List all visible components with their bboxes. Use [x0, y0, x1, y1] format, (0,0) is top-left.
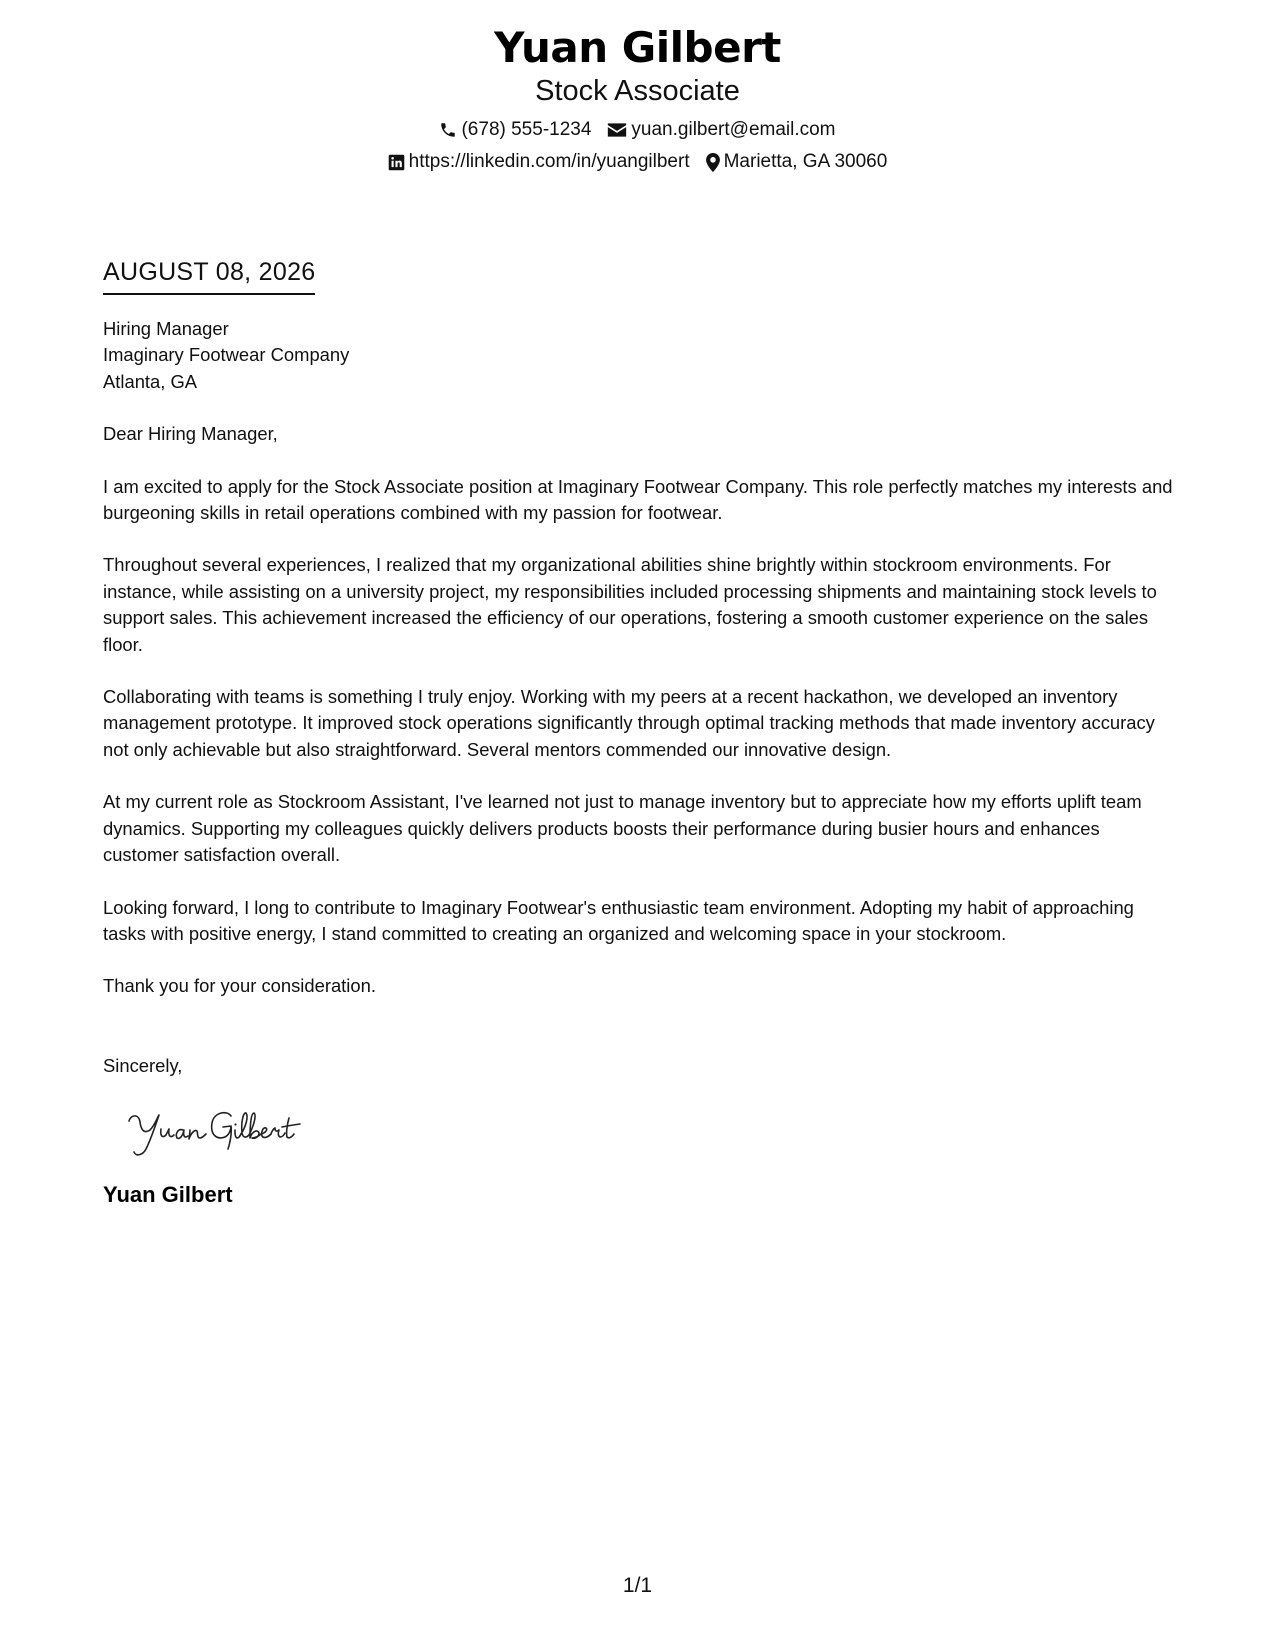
- location-text: Marietta, GA 30060: [723, 151, 888, 172]
- paragraph-collaboration: Collaborating with teams is something I truly enjoy. Working with my peers at a recent hackathon, we developed an inventory management prototype. It improved stock operations significantly through optimal tracking methods that made inventory accuracy not only achievable but also straightforward. Several mentors commended our innovative design.: [103, 686, 1155, 760]
- paragraph-looking-forward: Looking forward, I long to contribute to Imaginary Footwear's enthusiastic team environment. Adopting my habit of approaching tasks with positive energy, I stand committed to creating an organized and welcoming space in your stockroom.: [103, 896, 1134, 944]
- linkedin-url: https://linkedin.com/in/yuangilbert: [408, 151, 690, 172]
- signature-image: [125, 1103, 345, 1163]
- contact-email[interactable]: [607, 118, 835, 142]
- paragraph-experience: Throughout several experiences, I realized that my organizational abilities shine brightly within stockroom environments. For instance, while assisting on a university project, my responsibilities included processing shipments and maintaining stock levels to support sales. This achievement increased the efficiency of our operations, fostering a smooth customer experience on the sales floor.: [103, 554, 1157, 655]
- recipient-title: Hiring Manager: [103, 318, 229, 339]
- job-title: Stock Associate: [535, 75, 740, 107]
- paragraph-current-role: At my current role as Stockroom Assistant, I've learned not just to manage inventory but to appreciate how my efforts uplift team dynamics. Supporting my colleagues quickly delivers products boosts their performance during busier hours and enhances customer satisfaction overall.: [103, 791, 1142, 866]
- email-address: yuan.gilbert@email.com: [631, 119, 836, 140]
- salutation: Dear Hiring Manager,: [103, 423, 278, 445]
- page-number: 1/1: [622, 1574, 653, 1597]
- recipient-address: [103, 316, 1178, 395]
- envelope-icon: [607, 122, 627, 138]
- recipient-company: Imaginary Footwear Company: [103, 344, 350, 366]
- paragraph-thanks: Thank you for your consideration.: [103, 975, 376, 997]
- phone-number: (678) 555-1234: [461, 119, 592, 140]
- letter-date: AUGUST 08, 2026: [103, 255, 315, 295]
- map-pin-icon: [706, 153, 720, 172]
- paragraph-intro: I am excited to apply for the Stock Associate position at Imaginary Footwear Company. This role perfectly matches my interests and burgeoning skills in retail operations combined with my passion for footwear.: [103, 475, 1173, 524]
- applicant-name: Yuan Gilbert: [494, 23, 781, 72]
- letter-body: [103, 316, 1178, 1209]
- recipient-location: Atlanta, GA: [103, 370, 198, 392]
- signer-name: Yuan Gilbert: [103, 1182, 233, 1208]
- handwritten-signature: [125, 1103, 1178, 1163]
- contact-location: [706, 150, 888, 174]
- contact-row-primary: [0, 114, 1275, 146]
- closing: Sincerely,: [103, 1054, 183, 1076]
- contact-row-secondary: [0, 146, 1275, 178]
- contact-linkedin[interactable]: [388, 150, 690, 174]
- linkedin-icon: [388, 154, 405, 171]
- contact-phone[interactable]: [439, 118, 591, 142]
- letter-date-block: [103, 255, 315, 295]
- letter-header: [0, 22, 1275, 178]
- phone-icon: [439, 121, 457, 139]
